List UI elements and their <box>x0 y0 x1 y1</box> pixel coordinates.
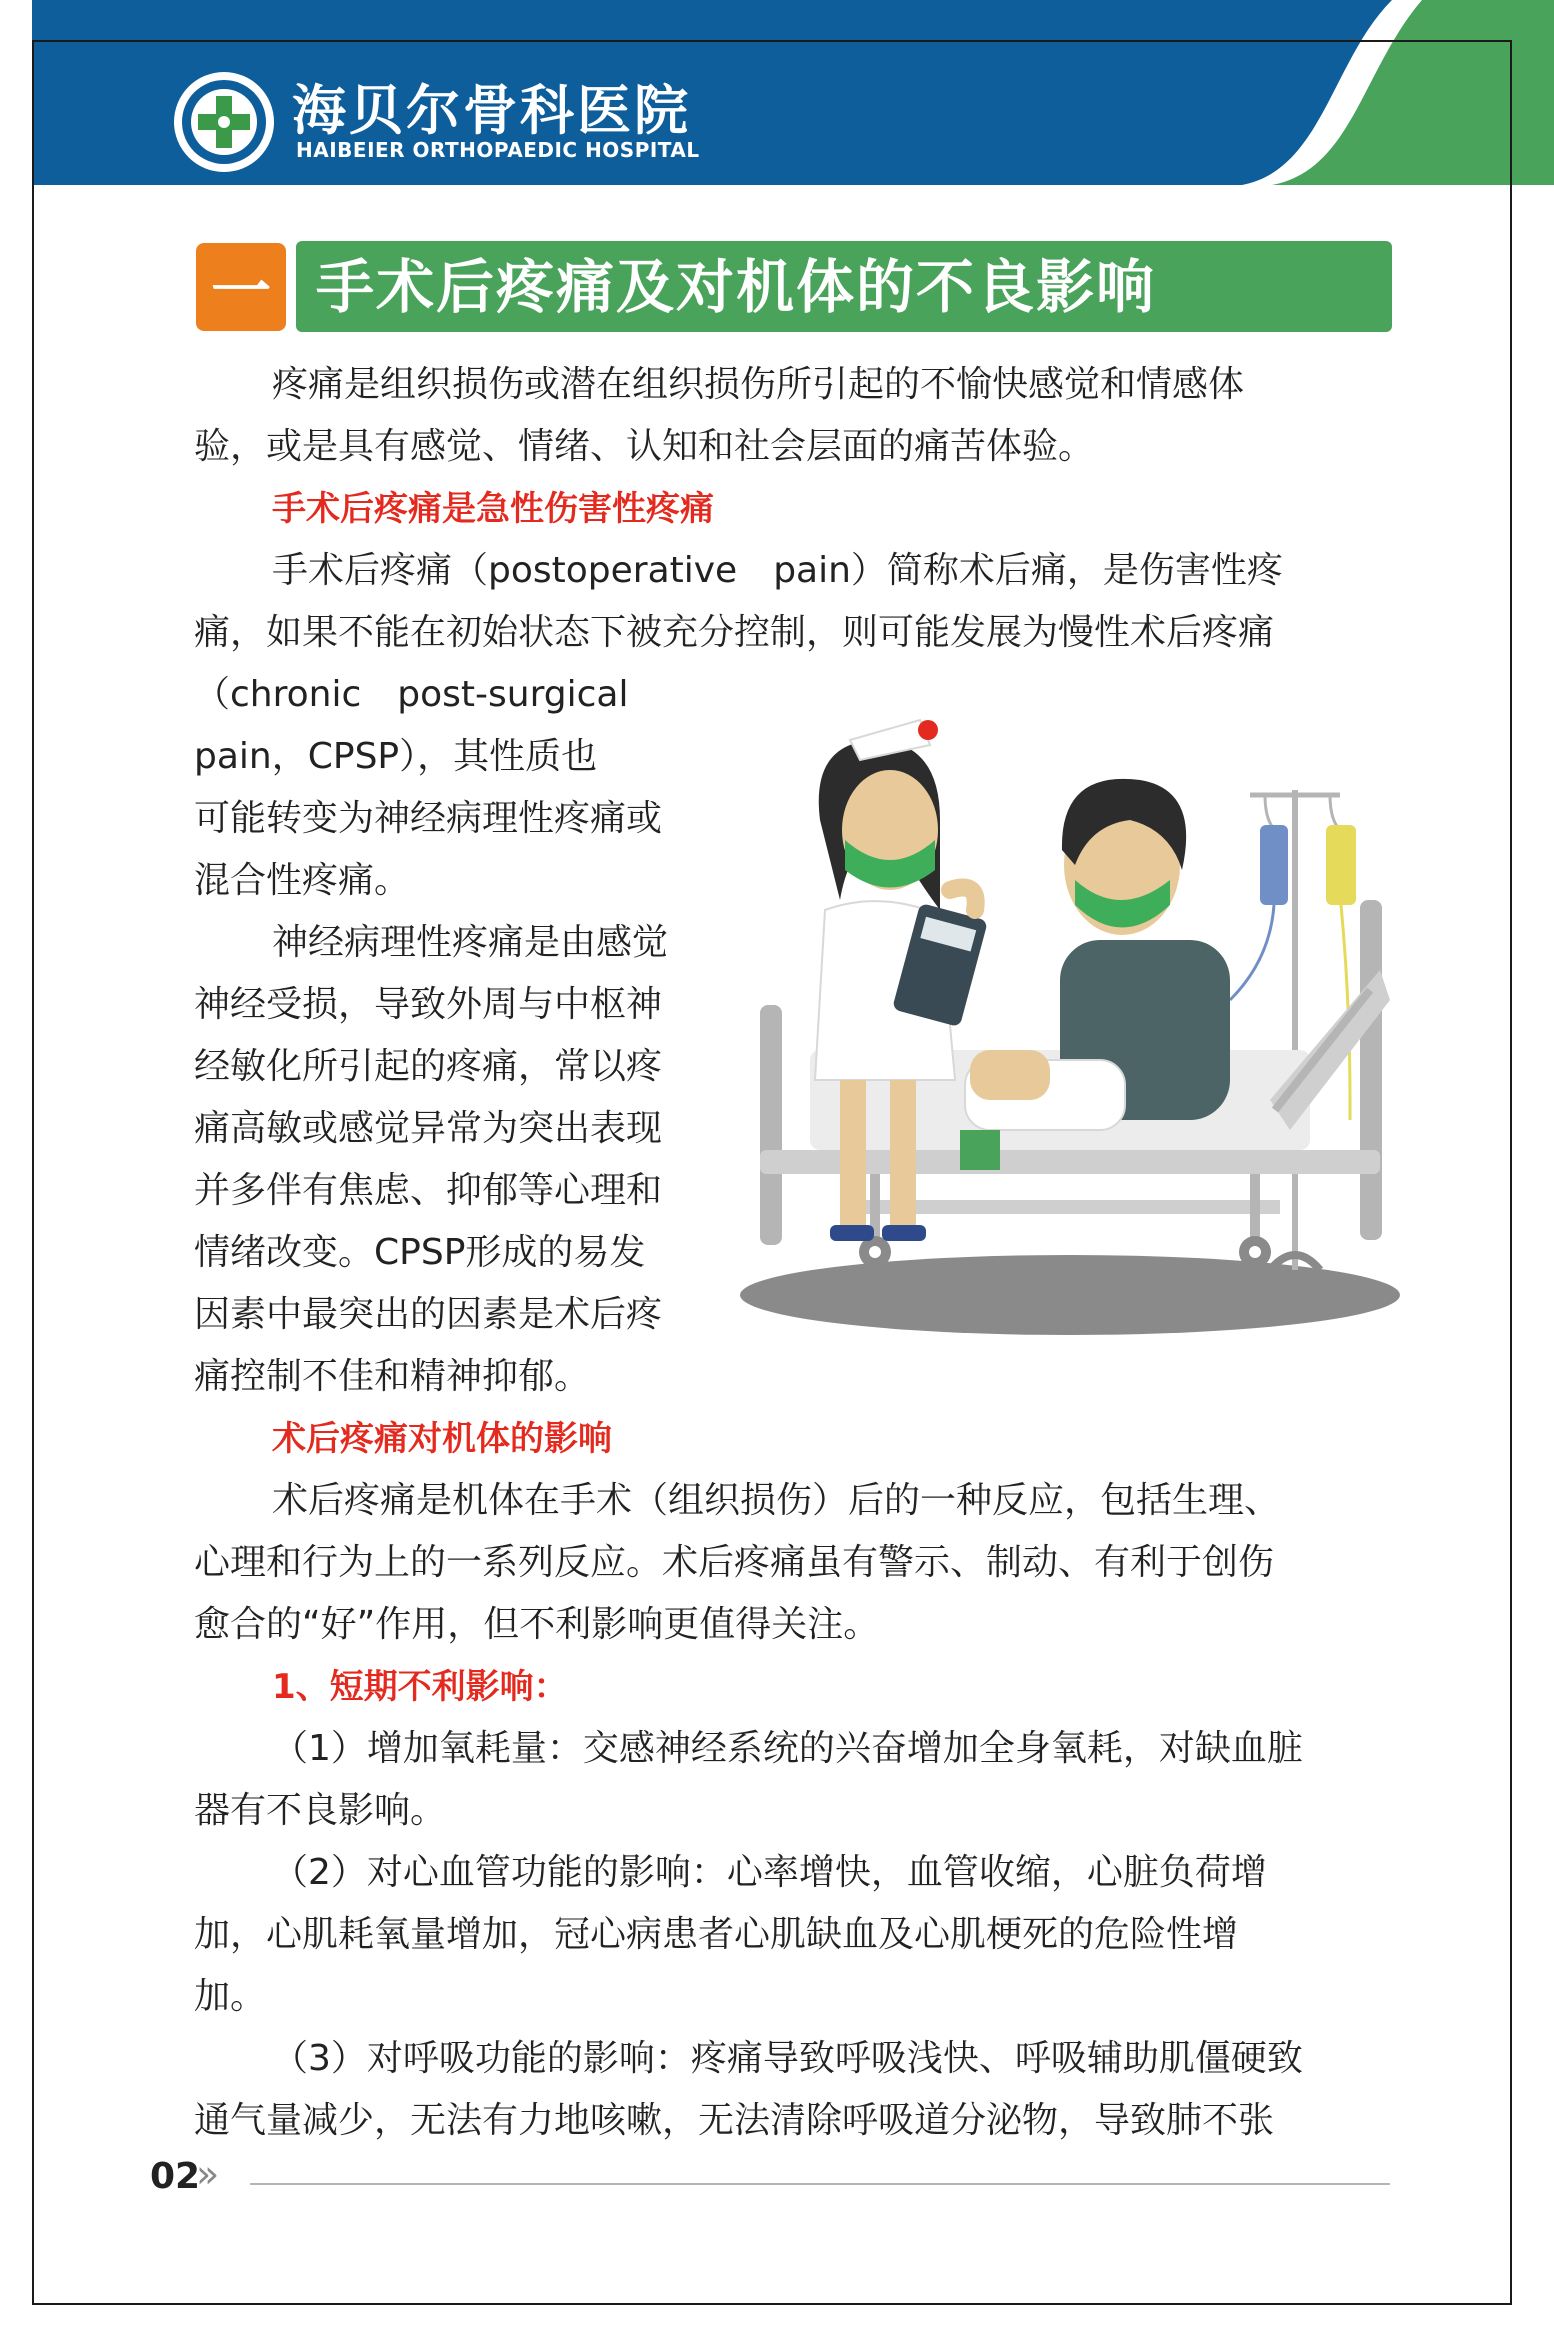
section-number: 一 <box>196 243 286 331</box>
paragraph-line: 并多伴有焦虑、抑郁等心理和 <box>194 1170 663 1211</box>
paragraph-line: （2）对心血管功能的影响：心率增快，血管收缩，心脏负荷增 <box>272 1852 1267 1893</box>
paragraph-line: pain，CPSP），其性质也 <box>194 736 598 777</box>
paragraph-line: 痛高敏或感觉异常为突出表现 <box>194 1108 663 1149</box>
subheading: 1、短期不利影响： <box>272 1667 568 1707</box>
paragraph-line: 通气量减少，无法有力地咳嗽，无法清除呼吸道分泌物，导致肺不张 <box>194 2100 1275 2141</box>
paragraph-line: 疼痛是组织损伤或潜在组织损伤所引起的不愉快感觉和情感体 <box>272 364 1245 405</box>
paragraph-line: 心理和行为上的一系列反应。术后疼痛虽有警示、制动、有利于创伤 <box>194 1542 1275 1583</box>
paragraph-line: 术后疼痛是机体在手术（组织损伤）后的一种反应，包括生理、 <box>272 1480 1281 1521</box>
paragraph-line: 器有不良影响。 <box>194 1790 447 1831</box>
paragraph-line: 神经受损，导致外周与中枢神 <box>194 984 663 1025</box>
paragraph-line: 混合性疼痛。 <box>194 860 411 901</box>
chevron-right-icon: » <box>196 2152 212 2196</box>
paragraph-line: 经敏化所引起的疼痛，常以疼 <box>194 1046 663 1087</box>
footer-divider <box>250 2183 1390 2185</box>
nurse-patient-illustration <box>730 700 1400 1350</box>
hospital-name-cn: 海贝尔骨科医院 <box>292 79 691 142</box>
paragraph-line: 可能转变为神经病理性疼痛或 <box>194 798 663 839</box>
paragraph-line: 加，心肌耗氧量增加，冠心病患者心肌缺血及心肌梗死的危险性增 <box>194 1914 1239 1955</box>
paragraph-line: 因素中最突出的因素是术后疼 <box>194 1294 663 1335</box>
section-title: 手术后疼痛及对机体的不良影响 <box>316 253 1157 321</box>
page-number: 02 <box>150 2156 201 2197</box>
paragraph-line: 加。 <box>194 1976 267 2017</box>
paragraph-line: 神经病理性疼痛是由感觉 <box>272 922 669 963</box>
paragraph-line: 验，或是具有感觉、情绪、认知和社会层面的痛苦体验。 <box>194 426 1095 467</box>
paragraph-line: 手术后疼痛（postoperative pain）简称术后痛，是伤害性疼 <box>272 550 1283 591</box>
paragraph-line: 痛，如果不能在初始状态下被充分控制，则可能发展为慢性术后疼痛 <box>194 612 1275 653</box>
hospital-name-en: HAIBEIER ORTHOPAEDIC HOSPITAL <box>296 138 700 162</box>
subheading: 术后疼痛对机体的影响 <box>272 1419 612 1459</box>
paragraph-line: 情绪改变。CPSP形成的易发 <box>194 1232 646 1273</box>
paragraph-line: 痛控制不佳和精神抑郁。 <box>194 1356 591 1397</box>
subheading: 手术后疼痛是急性伤害性疼痛 <box>272 489 714 529</box>
paragraph-line: 愈合的“好”作用，但不利影响更值得关注。 <box>194 1604 880 1645</box>
paragraph-line: （chronic post-surgical <box>194 674 629 715</box>
paragraph-line: （1）增加氧耗量：交感神经系统的兴奋增加全身氧耗，对缺血脏 <box>272 1728 1303 1769</box>
paragraph-line: （3）对呼吸功能的影响：疼痛导致呼吸浅快、呼吸辅助肌僵硬致 <box>272 2038 1303 2079</box>
